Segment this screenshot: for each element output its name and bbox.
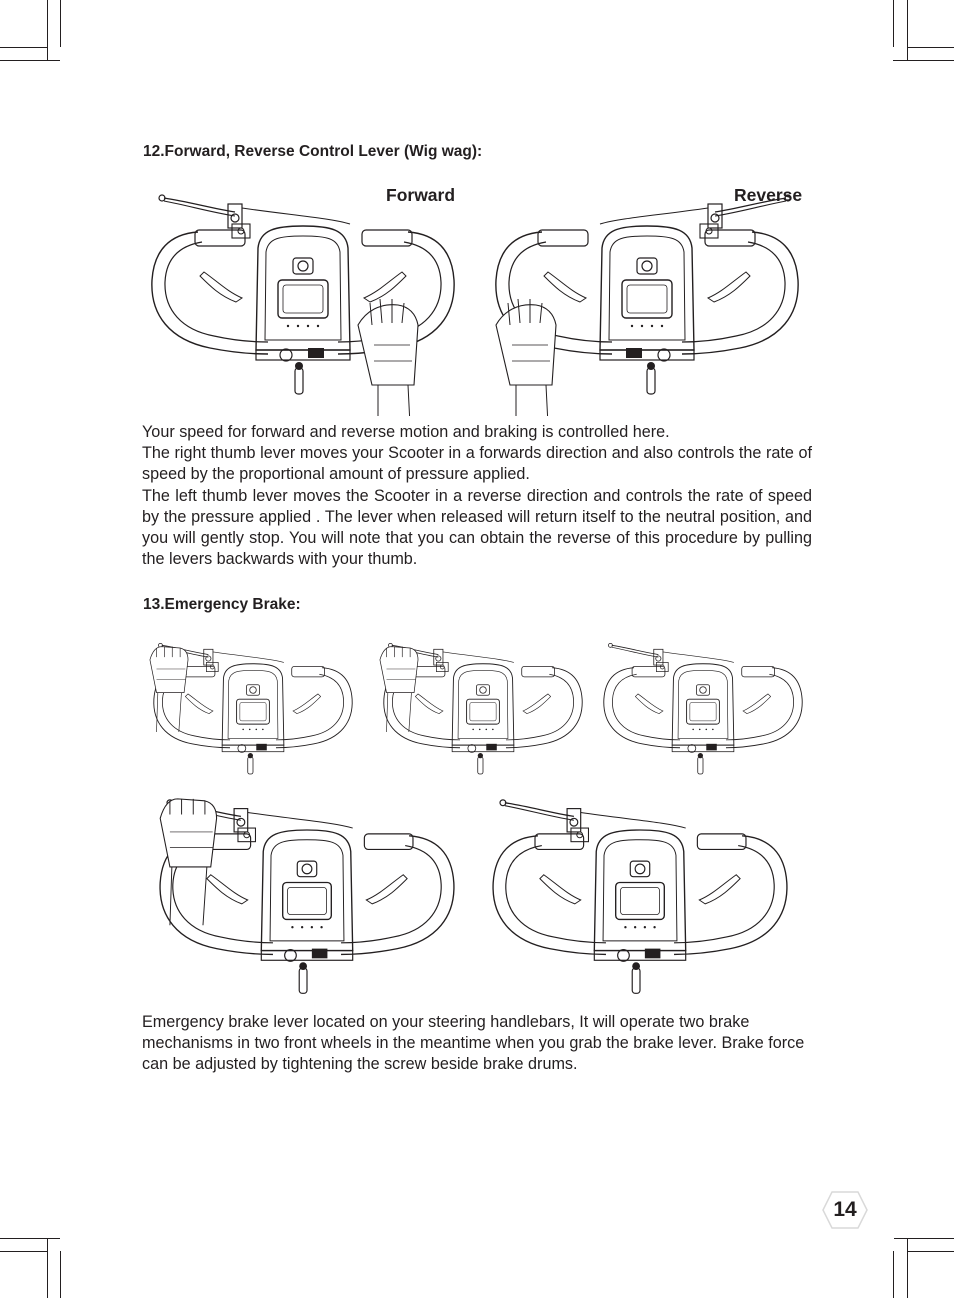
forward-label: Forward xyxy=(386,185,456,205)
brake-illustration-4 xyxy=(146,795,468,1005)
crop-mark-bottom-left-inner xyxy=(60,1251,61,1298)
brake-illustration-1 xyxy=(146,640,360,782)
brake-illustration-3 xyxy=(596,640,810,782)
reverse-lever-illustration xyxy=(476,190,810,416)
reverse-label: Reverse xyxy=(734,185,803,205)
crop-mark-bottom-right-inner xyxy=(893,1251,894,1298)
crop-mark-top-left-inner xyxy=(47,0,48,60)
crop-mark-top-left-inner-h xyxy=(0,60,60,61)
crop-mark-bottom-left-inner-h xyxy=(0,1251,47,1252)
section-12-paragraph-2: The right thumb lever moves your Scooter in a forwards direction and also controls the rate of speed by the proportional amount of pressure applied. xyxy=(142,444,812,484)
crop-mark-top-right-horizontal xyxy=(907,47,954,48)
crop-mark-bottom-right-vertical xyxy=(907,1238,908,1298)
crop-mark-bottom-right-horizontal xyxy=(894,1238,954,1239)
crop-mark-bottom-right-inner-h xyxy=(907,1251,954,1252)
page-number-badge xyxy=(822,1191,868,1229)
crop-mark-top-right-inner-h xyxy=(893,60,954,61)
section-12-paragraph-3: The left thumb lever moves the Scooter in a reverse direction and controls the rate of speed by the pressure applied . The lever when released will return itself to the neutral position, and you will gently stop. You will note that you can obtain the reverse of this procedure by pulling the levers backwards with your thumb. xyxy=(142,486,812,569)
crop-mark-top-right-vertical xyxy=(893,0,894,47)
brake-illustration-5 xyxy=(472,795,808,1005)
section-12-paragraph-1: Your speed for forward and reverse motion and braking is controlled here. xyxy=(142,423,670,441)
forward-lever-illustration xyxy=(140,190,466,416)
section-12-heading: 12.Forward, Reverse Control Lever (Wig wag): xyxy=(143,143,483,160)
crop-mark-bottom-left-vertical xyxy=(47,1238,48,1298)
brake-illustration-2 xyxy=(376,640,590,782)
section-13-heading: 13.Emergency Brake: xyxy=(143,596,301,613)
section-13-text: Emergency brake lever located on your steering handlebars, It will operate two brake mechanisms in two front wheels in the meantime when you grab the brake lever. Brake force can be adjusted by tightening the screw beside brake drums. xyxy=(142,1013,805,1074)
crop-mark-top-left-horizontal xyxy=(0,47,47,48)
page-number: 14 xyxy=(833,1198,857,1221)
crop-mark-top-right-inner xyxy=(907,0,908,60)
section-12-text xyxy=(142,422,812,570)
crop-mark-bottom-left-horizontal xyxy=(0,1238,60,1239)
crop-mark-top-left-vertical xyxy=(60,0,61,47)
